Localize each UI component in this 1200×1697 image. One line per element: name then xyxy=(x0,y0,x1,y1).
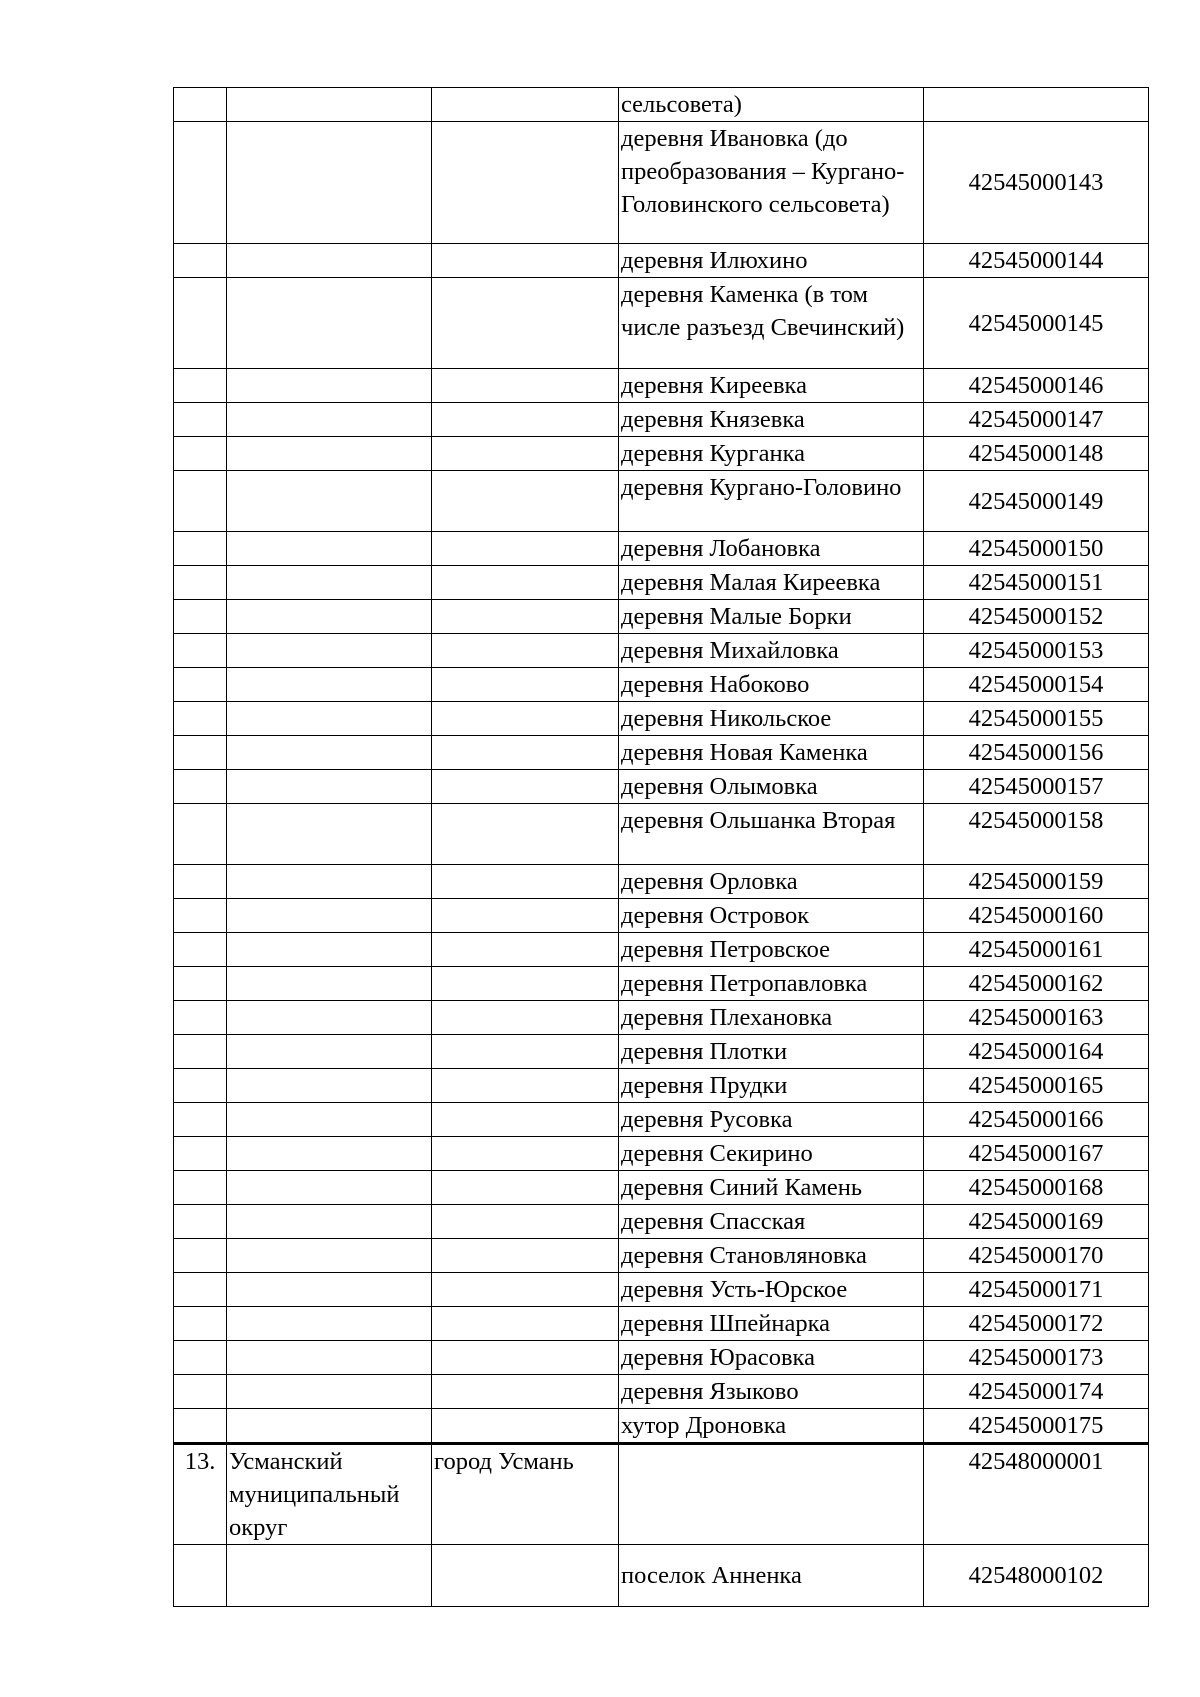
district-name xyxy=(227,865,432,899)
district-name xyxy=(227,437,432,471)
row-number xyxy=(174,736,227,770)
district-name xyxy=(227,122,432,244)
oktmo-code: 42545000171 xyxy=(924,1273,1149,1307)
table-row xyxy=(174,244,1149,278)
locality-name: деревня Новая Каменка xyxy=(619,736,924,770)
settlement-name xyxy=(432,865,619,899)
settlement-name xyxy=(432,933,619,967)
settlement-name xyxy=(432,668,619,702)
locality-name: деревня Киреевка xyxy=(619,369,924,403)
row-number xyxy=(174,1307,227,1341)
row-number xyxy=(174,899,227,933)
district-name xyxy=(227,1103,432,1137)
district-name xyxy=(227,899,432,933)
settlement-name xyxy=(432,967,619,1001)
oktmo-code: 42545000172 xyxy=(924,1307,1149,1341)
settlement-name xyxy=(432,1375,619,1409)
table-row xyxy=(174,1545,1149,1607)
oktmo-code: 42545000159 xyxy=(924,865,1149,899)
settlement-name xyxy=(432,1171,619,1205)
oktmo-code: 42545000152 xyxy=(924,600,1149,634)
district-name xyxy=(227,88,432,122)
oktmo-code: 42545000173 xyxy=(924,1341,1149,1375)
table-row xyxy=(174,471,1149,532)
table-row xyxy=(174,437,1149,471)
row-number xyxy=(174,634,227,668)
row-number xyxy=(174,967,227,1001)
settlement-name xyxy=(432,1341,619,1375)
oktmo-code: 42545000147 xyxy=(924,403,1149,437)
settlement-name xyxy=(432,1069,619,1103)
row-number xyxy=(174,770,227,804)
locality-name: деревня Малая Киреевка xyxy=(619,566,924,600)
district-name xyxy=(227,244,432,278)
district-name xyxy=(227,967,432,1001)
table-row xyxy=(174,1273,1149,1307)
table-row xyxy=(174,1001,1149,1035)
locality-name: деревня Синий Камень xyxy=(619,1171,924,1205)
settlement-name xyxy=(432,634,619,668)
row-number xyxy=(174,804,227,865)
locality-name: деревня Князевка xyxy=(619,403,924,437)
table-row xyxy=(174,1239,1149,1273)
row-number xyxy=(174,1069,227,1103)
row-number xyxy=(174,244,227,278)
district-name xyxy=(227,1035,432,1069)
district-name xyxy=(227,1137,432,1171)
locality-name: деревня Никольское xyxy=(619,702,924,736)
district-name xyxy=(227,1205,432,1239)
district-name xyxy=(227,1375,432,1409)
settlement-name xyxy=(432,1137,619,1171)
table-row xyxy=(174,369,1149,403)
locality-name: деревня Ивановка (до преобразования – Кургано-Головинского сельсовета) xyxy=(619,122,924,244)
district-name xyxy=(227,1001,432,1035)
locality-name: сельсовета) xyxy=(619,88,924,122)
locality-name: деревня Лобановка xyxy=(619,532,924,566)
table-row xyxy=(174,122,1149,244)
district-name xyxy=(227,403,432,437)
locality-name: деревня Плехановка xyxy=(619,1001,924,1035)
district-name xyxy=(227,702,432,736)
locality-name: деревня Илюхино xyxy=(619,244,924,278)
locality-name: деревня Михайловка xyxy=(619,634,924,668)
row-number xyxy=(174,1137,227,1171)
row-number xyxy=(174,1205,227,1239)
district-name xyxy=(227,804,432,865)
oktmo-code: 42545000169 xyxy=(924,1205,1149,1239)
locality-name: деревня Каменка (в том числе разъезд Свечинский) xyxy=(619,278,924,369)
oktmo-code: 42545000161 xyxy=(924,933,1149,967)
table-row xyxy=(174,566,1149,600)
oktmo-code: 42545000162 xyxy=(924,967,1149,1001)
locality-name: поселок Анненка xyxy=(619,1545,924,1607)
row-number xyxy=(174,1545,227,1607)
locality-name: деревня Плотки xyxy=(619,1035,924,1069)
oktmo-code: 42545000175 xyxy=(924,1409,1149,1444)
oktmo-code: 42545000148 xyxy=(924,437,1149,471)
settlement-name xyxy=(432,1545,619,1607)
settlement-name xyxy=(432,403,619,437)
table-row xyxy=(174,899,1149,933)
table-row xyxy=(174,1205,1149,1239)
settlement-name xyxy=(432,369,619,403)
oktmo-code: 42545000174 xyxy=(924,1375,1149,1409)
row-number xyxy=(174,1273,227,1307)
oktmo-code: 42545000155 xyxy=(924,702,1149,736)
district-name xyxy=(227,1307,432,1341)
row-number xyxy=(174,1103,227,1137)
settlement-name xyxy=(432,244,619,278)
oktmo-code: 42545000149 xyxy=(924,471,1149,532)
table-row xyxy=(174,403,1149,437)
table-row xyxy=(174,1375,1149,1409)
table-row xyxy=(174,668,1149,702)
district-name xyxy=(227,1171,432,1205)
table-row xyxy=(174,804,1149,865)
oktmo-code xyxy=(924,88,1149,122)
row-number xyxy=(174,122,227,244)
table-row xyxy=(174,770,1149,804)
oktmo-code: 42545000165 xyxy=(924,1069,1149,1103)
row-number xyxy=(174,1001,227,1035)
settlement-name xyxy=(432,278,619,369)
settlement-name xyxy=(432,437,619,471)
settlement-name xyxy=(432,1205,619,1239)
table-row xyxy=(174,1444,1149,1545)
settlement-name xyxy=(432,600,619,634)
table-row xyxy=(174,600,1149,634)
table-row xyxy=(174,1035,1149,1069)
district-name xyxy=(227,1545,432,1607)
table-row xyxy=(174,967,1149,1001)
district-name xyxy=(227,668,432,702)
settlement-name xyxy=(432,566,619,600)
oktmo-code: 42545000153 xyxy=(924,634,1149,668)
oktmo-code: 42545000160 xyxy=(924,899,1149,933)
settlement-name xyxy=(432,1103,619,1137)
settlement-name xyxy=(432,532,619,566)
settlement-name xyxy=(432,88,619,122)
locality-name: деревня Шпейнарка xyxy=(619,1307,924,1341)
oktmo-code: 42548000001 xyxy=(924,1444,1149,1545)
locality-name: хутор Дроновка xyxy=(619,1409,924,1444)
row-number xyxy=(174,668,227,702)
oktmo-code: 42548000102 xyxy=(924,1545,1149,1607)
row-number xyxy=(174,1409,227,1444)
settlement-name xyxy=(432,1239,619,1273)
settlement-name xyxy=(432,1307,619,1341)
settlement-name xyxy=(432,1035,619,1069)
district-name: Усманский муниципальный округ xyxy=(227,1444,432,1545)
oktmo-code: 42545000146 xyxy=(924,369,1149,403)
table-row xyxy=(174,532,1149,566)
row-number xyxy=(174,1171,227,1205)
table-row xyxy=(174,1307,1149,1341)
locality-name: деревня Кургано-Головино xyxy=(619,471,924,532)
locality-name: деревня Петровское xyxy=(619,933,924,967)
oktmo-code: 42545000150 xyxy=(924,532,1149,566)
row-number xyxy=(174,566,227,600)
district-name xyxy=(227,369,432,403)
oktmo-code: 42545000144 xyxy=(924,244,1149,278)
district-name xyxy=(227,634,432,668)
locality-name: деревня Петропавловка xyxy=(619,967,924,1001)
row-number xyxy=(174,437,227,471)
district-name xyxy=(227,532,432,566)
oktmo-code: 42545000158 xyxy=(924,804,1149,865)
locality-name: деревня Русовка xyxy=(619,1103,924,1137)
table-row xyxy=(174,865,1149,899)
table-row xyxy=(174,1103,1149,1137)
oktmo-code: 42545000166 xyxy=(924,1103,1149,1137)
row-number xyxy=(174,403,227,437)
row-number xyxy=(174,933,227,967)
settlement-name xyxy=(432,770,619,804)
settlement-name xyxy=(432,471,619,532)
table-row xyxy=(174,1137,1149,1171)
row-number xyxy=(174,865,227,899)
district-name xyxy=(227,600,432,634)
settlement-name xyxy=(432,1273,619,1307)
table-row xyxy=(174,278,1149,369)
locality-name: деревня Набоково xyxy=(619,668,924,702)
oktmo-code: 42545000164 xyxy=(924,1035,1149,1069)
row-number: 13. xyxy=(174,1444,227,1545)
row-number xyxy=(174,471,227,532)
settlements-table xyxy=(173,87,1149,1607)
locality-name: деревня Усть-Юрское xyxy=(619,1273,924,1307)
district-name xyxy=(227,471,432,532)
row-number xyxy=(174,88,227,122)
district-name xyxy=(227,1273,432,1307)
table-row xyxy=(174,702,1149,736)
oktmo-code: 42545000143 xyxy=(924,122,1149,244)
district-name xyxy=(227,1341,432,1375)
locality-name: деревня Становляновка xyxy=(619,1239,924,1273)
row-number xyxy=(174,532,227,566)
district-name xyxy=(227,736,432,770)
settlement-name xyxy=(432,804,619,865)
district-name xyxy=(227,933,432,967)
locality-name: деревня Олымовка xyxy=(619,770,924,804)
settlement-name xyxy=(432,1409,619,1444)
district-name xyxy=(227,278,432,369)
locality-name: деревня Секирино xyxy=(619,1137,924,1171)
locality-name: деревня Юрасовка xyxy=(619,1341,924,1375)
oktmo-code: 42545000145 xyxy=(924,278,1149,369)
oktmo-code: 42545000167 xyxy=(924,1137,1149,1171)
locality-name: деревня Языково xyxy=(619,1375,924,1409)
settlement-name xyxy=(432,899,619,933)
locality-name: деревня Островок xyxy=(619,899,924,933)
district-name xyxy=(227,1239,432,1273)
settlement-name xyxy=(432,122,619,244)
locality-name: деревня Малые Борки xyxy=(619,600,924,634)
settlement-name: город Усмань xyxy=(432,1444,619,1545)
table-row xyxy=(174,933,1149,967)
settlement-name xyxy=(432,1001,619,1035)
row-number xyxy=(174,1341,227,1375)
locality-name: деревня Курганка xyxy=(619,437,924,471)
table-row xyxy=(174,736,1149,770)
table-row xyxy=(174,1069,1149,1103)
oktmo-code: 42545000170 xyxy=(924,1239,1149,1273)
table-row xyxy=(174,1341,1149,1375)
row-number xyxy=(174,278,227,369)
district-name xyxy=(227,566,432,600)
table-row xyxy=(174,634,1149,668)
oktmo-code: 42545000156 xyxy=(924,736,1149,770)
oktmo-code: 42545000163 xyxy=(924,1001,1149,1035)
locality-name: деревня Спасская xyxy=(619,1205,924,1239)
oktmo-code: 42545000154 xyxy=(924,668,1149,702)
oktmo-code: 42545000151 xyxy=(924,566,1149,600)
settlement-name xyxy=(432,702,619,736)
district-name xyxy=(227,1409,432,1444)
table-body xyxy=(174,88,1149,1607)
row-number xyxy=(174,702,227,736)
oktmo-code: 42545000168 xyxy=(924,1171,1149,1205)
settlement-name xyxy=(432,736,619,770)
district-name xyxy=(227,770,432,804)
oktmo-code: 42545000157 xyxy=(924,770,1149,804)
row-number xyxy=(174,1239,227,1273)
table-row xyxy=(174,1409,1149,1444)
table-row xyxy=(174,1171,1149,1205)
locality-name: деревня Ольшанка Вторая xyxy=(619,804,924,865)
locality-name: деревня Орловка xyxy=(619,865,924,899)
table-row xyxy=(174,88,1149,122)
row-number xyxy=(174,600,227,634)
locality-name: деревня Прудки xyxy=(619,1069,924,1103)
district-name xyxy=(227,1069,432,1103)
row-number xyxy=(174,1375,227,1409)
row-number xyxy=(174,369,227,403)
locality-name xyxy=(619,1444,924,1545)
row-number xyxy=(174,1035,227,1069)
